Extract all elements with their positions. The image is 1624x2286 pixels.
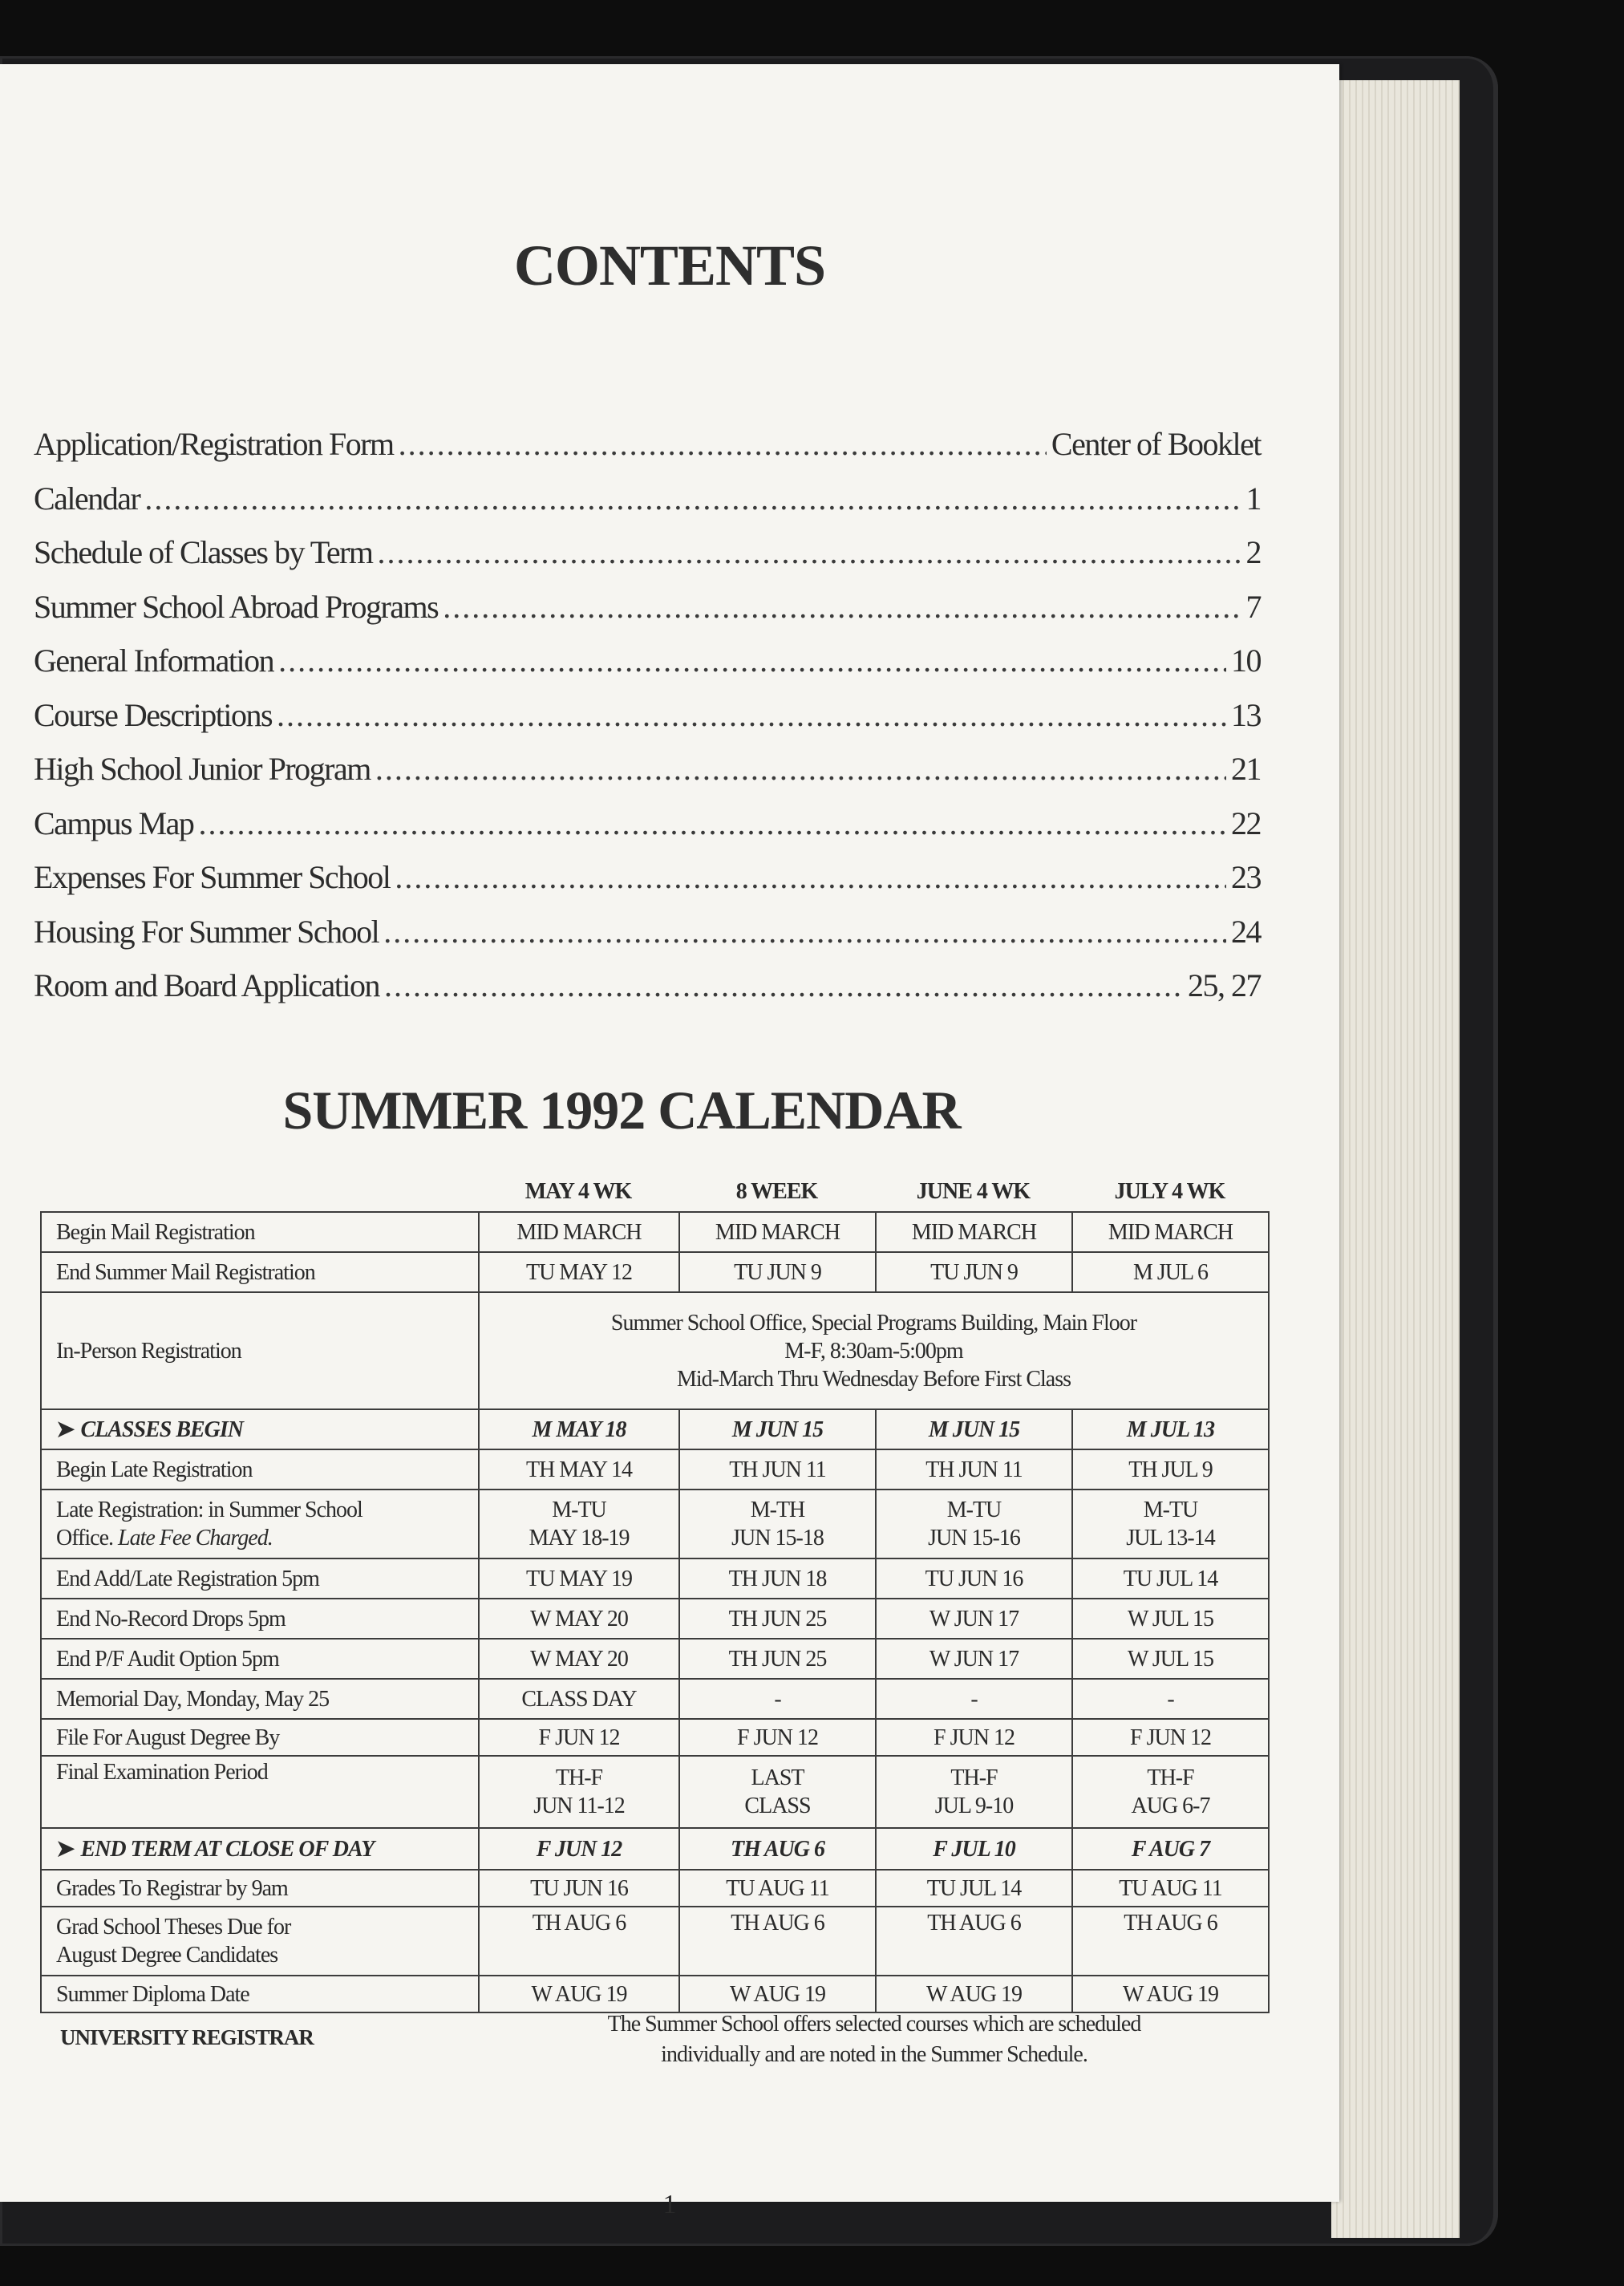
page-edges: [1331, 80, 1460, 2238]
contents-title: CONTENTS: [513, 233, 826, 298]
table-row: Late Registration: in Summer School Office. Late Fee Charged. M-TU MAY 18-19 M-TH JUN 15-18 M-TU JUN 15-16 M-TU JUL 13-14: [41, 1490, 1269, 1558]
table-row: End No-Record Drops 5pm W MAY 20 TH JUN 25 W JUN 17 W JUL 15: [41, 1599, 1269, 1639]
toc-entry: Course Descriptions ..... 13: [34, 696, 1261, 751]
booklet-page: [0, 64, 1339, 2219]
toc-entry: Summer School Abroad Programs ..... 7: [34, 588, 1261, 642]
table-of-contents: [34, 425, 1261, 1021]
table-row: Begin Mail Registration MID MARCH MID MARCH MID MARCH MID MARCH: [41, 1212, 1269, 1252]
toc-entry: General Information ..... 10: [34, 642, 1261, 696]
table-row: End Add/Late Registration 5pm TU MAY 19 TH JUN 18 TU JUN 16 TU JUL 14: [41, 1558, 1269, 1599]
table-row: Grad School Theses Due for August Degree Candidates TH AUG 6 TH AUG 6 TH AUG 6 TH AUG 6: [41, 1907, 1269, 1976]
calendar-column-headers: [478, 1179, 1268, 1205]
toc-entry: Schedule of Classes by Term ..... 2: [34, 533, 1261, 588]
table-row: Grades To Registrar by 9am TU JUN 16 TU AUG 11 TU JUL 14 TU AUG 11: [41, 1870, 1269, 1907]
calendar-table: [40, 1211, 1270, 2013]
table-row: Final Examination Period TH-F JUN 11-12 LAST CLASS TH-F JUL 9-10 TH-F AUG 6-7: [41, 1756, 1269, 1828]
column-header: 8 WEEK: [735, 1179, 818, 1204]
table-row: In-Person Registration Summer School Office, Special Programs Building, Main Floor M-F, 8:30am-5:00pm Mid-March Thru Wednesday Before First Class: [41, 1292, 1269, 1409]
table-row: ➤ CLASSES BEGIN M MAY 18 M JUN 15 M JUN 15 M JUL 13: [41, 1409, 1269, 1449]
table-row: File For August Degree By F JUN 12 F JUN 12 F JUN 12 F JUN 12: [41, 1719, 1269, 1756]
toc-entry: High School Junior Program ..... 21: [34, 750, 1261, 805]
arrow-icon: ➤: [56, 1836, 75, 1862]
table-row: Begin Late Registration TH MAY 14 TH JUN 11 TH JUN 11 TH JUL 9: [41, 1449, 1269, 1490]
column-header: JULY 4 WK: [1114, 1179, 1225, 1204]
calendar-title: SUMMER 1992 CALENDAR: [282, 1080, 961, 1141]
table-row: Summer Diploma Date W AUG 19 W AUG 19 W AUG 19 W AUG 19: [41, 1976, 1269, 2012]
toc-entry: Room and Board Application ..... 25, 27: [34, 967, 1261, 1021]
footer-note: The Summer School offers selected courses which are scheduled individually and are noted in the Summer Schedule.: [607, 2012, 1141, 2067]
column-header: MAY 4 WK: [524, 1179, 632, 1204]
page-number: 1: [662, 2190, 677, 2219]
table-row: ➤ END TERM AT CLOSE OF DAY F JUN 12 TH AUG 6 F JUL 10 F AUG 7: [41, 1828, 1269, 1870]
column-header: JUNE 4 WK: [916, 1179, 1031, 1204]
toc-entry: Expenses For Summer School ..... 23: [34, 858, 1261, 913]
table-row: End P/F Audit Option 5pm W MAY 20 TH JUN 25 W JUN 17 W JUL 15: [41, 1639, 1269, 1679]
table-row: End Summer Mail Registration TU MAY 12 TU JUN 9 TU JUN 9 M JUL 6: [41, 1252, 1269, 1292]
toc-entry: Calendar ..... 1: [34, 480, 1261, 534]
merged-cell: Summer School Office, Special Programs Building, Main Floor M-F, 8:30am-5:00pm Mid-March Thru Wednesday Before First Class: [479, 1292, 1269, 1409]
arrow-icon: ➤: [56, 1417, 75, 1442]
toc-entry: Housing For Summer School ..... 24: [34, 913, 1261, 967]
university-registrar-signature: UNIVERSITY REGISTRAR: [60, 2025, 314, 2049]
table-row: Memorial Day, Monday, May 25 CLASS DAY - - -: [41, 1679, 1269, 1719]
toc-entry: Application/Registration Form ..... Center of Booklet: [34, 425, 1261, 480]
toc-entry: Campus Map ..... 22: [34, 805, 1261, 859]
